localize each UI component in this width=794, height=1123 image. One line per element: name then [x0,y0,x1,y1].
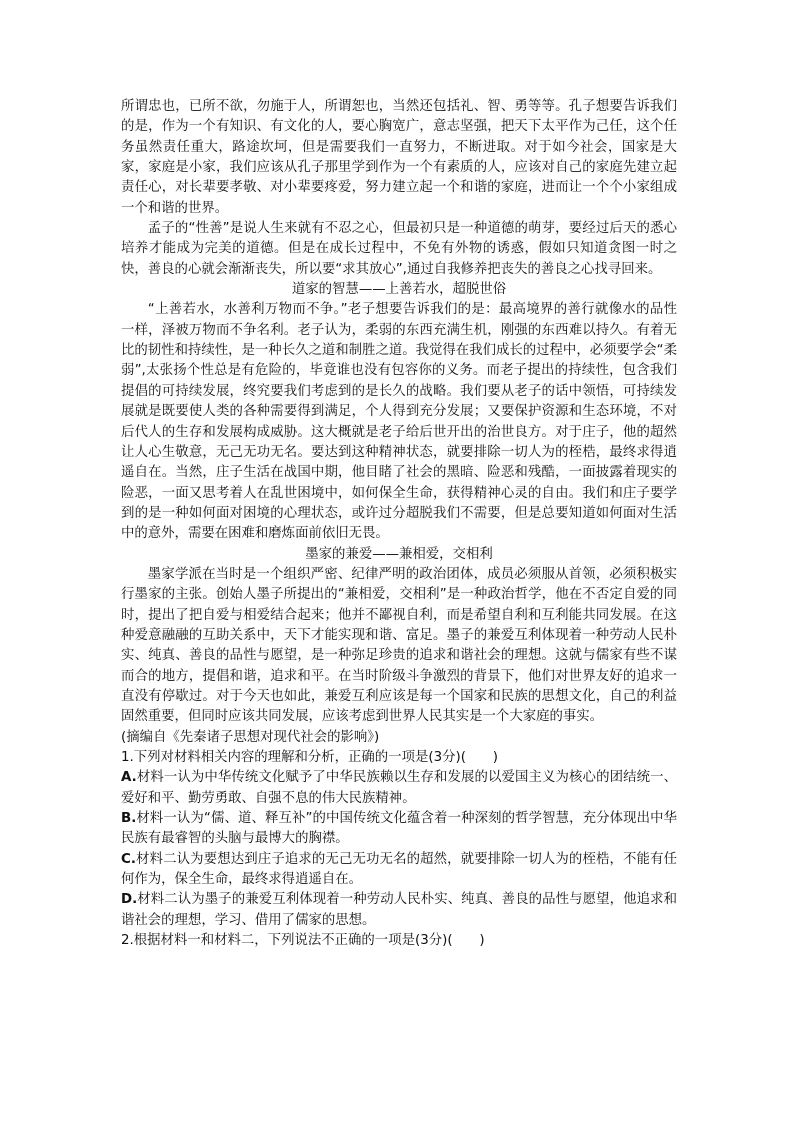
question-1-stem: 1.下列对材料相关内容的理解和分析，正确的一项是(3分)( ) [121,750,498,765]
question-1-option-a [121,768,677,809]
option-text: 材料一认为中华传统文化赋予了中华民族赖以生存和发展的以爱国主义为核心的团结统一、爱好和平、勤劳勇敢、自强不息的伟大民族精神。 [121,770,677,806]
paragraph-confucius: 所谓忠也，已所不欲，勿施于人，所谓恕也，当然还包括礼、智、勇等等。孔子想要告诉我们的是，作为一个有知识、有文化的人，要心胸宽广，意志坚强，把天下太平作为己任，这个任务虽然责任重大，路途坎坷，但是需要我们一直努力，不断进取。对于如今社会，国家是大家，家庭是小家，我们应该从孔子那里学到作为一个有素质的人，应该对自己的家庭先建立起责任心，对长辈要孝敬、对小辈要疼爱，努力建立起一个和谐的家庭，进而让一个个小家组成一个和谐的世界。 [121,99,677,216]
question-2-stem: 2.根据材料一和材料二，下列说法不正确的一项是(3分)( ) [121,933,485,949]
option-letter: B. [121,811,137,827]
option-letter: C. [121,851,136,867]
section-heading-daoism: 道家的智慧——上善若水，超脱世俗 [291,282,507,298]
option-text: 材料二认为墨子的兼爱互利体现着一种劳动人民朴实、纯真、善良的品性与愿望，他追求和谐社会的理想，学习、借用了儒家的思想。 [121,892,677,928]
section-heading-mohism: 墨家的兼爱——兼相爱，交相利 [305,546,493,562]
document-body [121,97,677,951]
question-1-option-c [121,850,677,891]
paragraph-mohism: 墨家学派在当时是一个组织严密、纪律严明的政治团体，成员必须服从首领，必须积极实行墨家的主张。创始人墨子所提出的“兼相爱，交相利”是一种政治哲学，他在不否定自爱的同时，提出了把自爱与相爱结合起来；他并不鄙视自利，而是希望自利和互利能共同发展。在这种爱意融融的互助关系中，天下才能实现和谐、富足。墨子的兼爱互利体现着一种劳动人民朴实、纯真、善良的品性与愿望，是一种弥足珍贵的追求和谐社会的理想。这就与儒家有些不谋而合的地方，提倡和谐，追求和平。在当时阶级斗争激烈的背景下，他们对世界友好的追求一直没有停歇过。对于今天也如此，兼爱互利应该是每一个国家和民族的思想文化，自己的利益固然重要，但同时应该共同发展，应该考虑到世界人民其实是一个大家庭的事实。 [121,566,677,725]
option-letter: D. [121,892,138,908]
paragraph-daoism: “上善若水，水善利万物而不争。”老子想要告诉我们的是：最高境界的善行就像水的品性一样，泽被万物而不争名利。老子认为，柔弱的东西充满生机，刚强的东西难以持久。有着无比的韧性和持续性，是一种长久之道和制胜之道。我觉得在我们成长的过程中，必须要学会“柔弱”,太张扬个性总是有危险的，毕竟谁也没有包容你的义务。而老子提出的持续性，包含我们提倡的可持续发展，终究要我们考虑到的是长久的战略。我们要从老子的话中领悟，可持续发展就是既要使人类的各种需要得到满足，个人得到充分发展；又要保护资源和生态环境，不对后代人的生存和发展构成威胁。这大概就是老子给后世开出的治世良方。对于庄子，他的超然让人心生敬意，无己无功无名。要达到这种精神状态，就要排除一切人为的桎梏，最终求得逍遥自在。当然，庄子生活在战国中期，他目睹了社会的黑暗、险恶和残酷，一面披露着现实的险恶，一面又思考着人在乱世困境中，如何保全生命，获得精神心灵的自由。我们和庄子要学到的是一种如何面对困境的心理状态，或许过分超脱我们不需要，但是总要知道如何面对生活中的意外，需要在困难和磨炼面前依旧无畏。 [121,302,677,542]
paragraph-mencius: 孟子的“性善”是说人生来就有不忍之心，但最初只是一种道德的萌芽，要经过后天的悉心培养才能成为完美的道德。但是在成长过程中，不免有外物的诱惑，假如只知道贪图一时之快，善良的心就会渐渐丧失，所以要“求其放心”,通过自我修养把丧失的善良之心找寻回来。 [121,221,677,277]
question-1-option-d [121,890,677,931]
source-citation: (摘编自《先秦诸子思想对现代社会的影响》) [121,729,380,745]
option-text: 材料一认为“儒、道、释互补”的中国传统文化蕴含着一种深刻的哲学智慧，充分体现出中华民族有最睿智的头脑与最博大的胸襟。 [121,811,677,847]
question-1-option-b [121,809,677,850]
option-letter: A. [121,770,137,786]
option-text: 材料二认为要想达到庄子追求的无己无功无名的超然，就要排除一切人为的桎梏，不能有任何作为，保全生命，最终求得逍遥自在。 [121,851,677,888]
